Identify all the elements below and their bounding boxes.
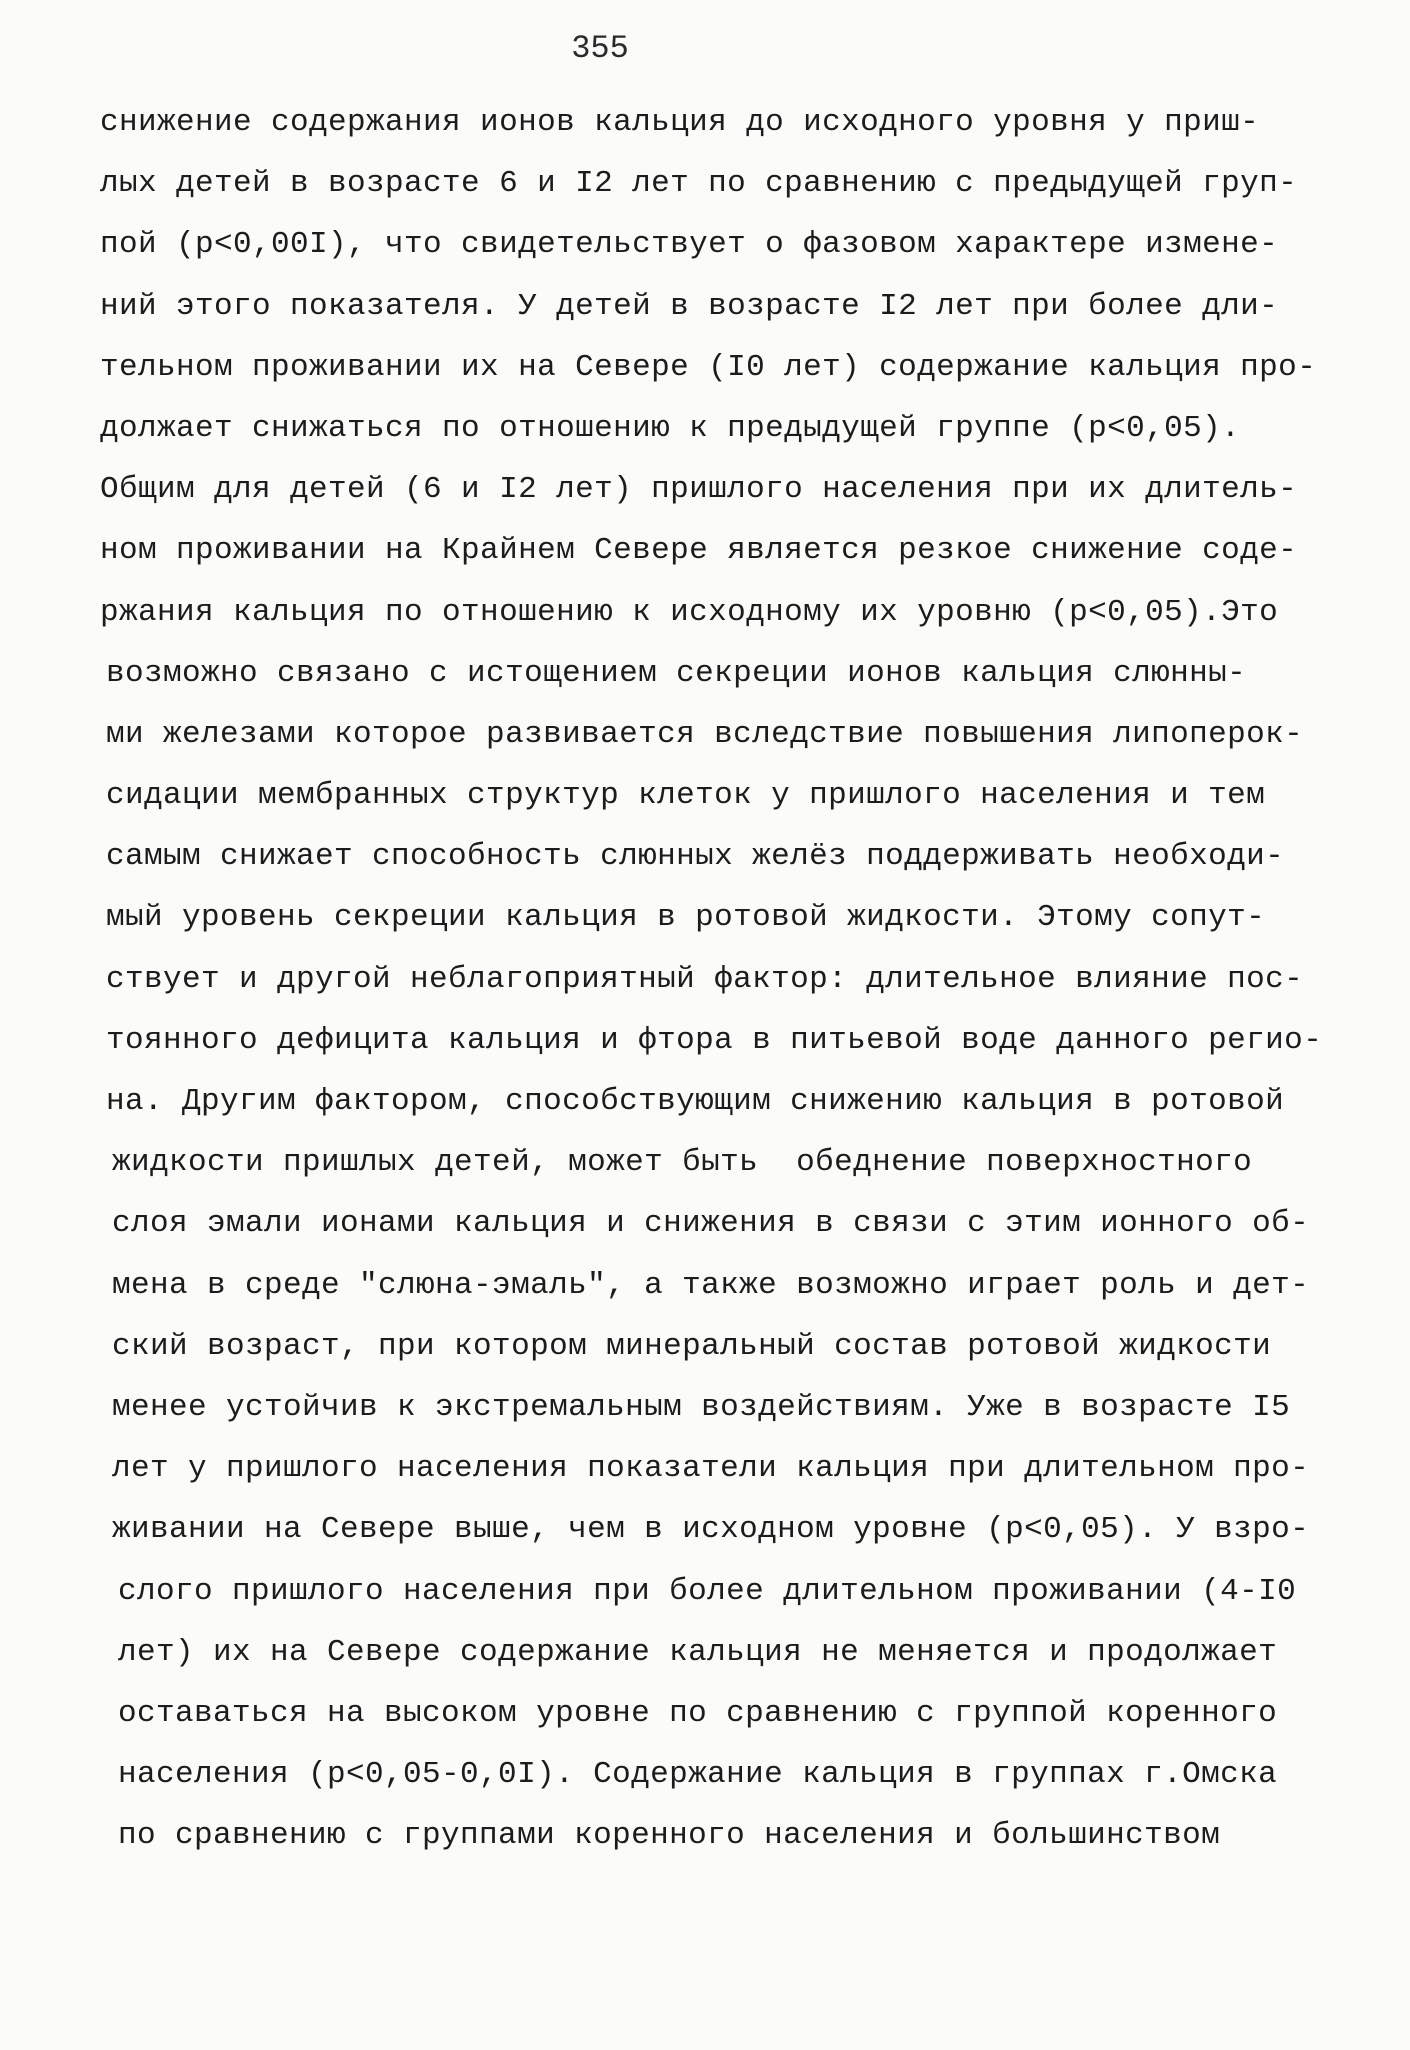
text-line: Общим для детей (6 и I2 лет) пришлого населения при их длитель- bbox=[100, 472, 1298, 508]
text-line: самым снижает способность слюнных желёз поддерживать необходи- bbox=[106, 839, 1285, 875]
text-line: оставаться на высоком уровне по сравнению с группой коренного bbox=[118, 1695, 1278, 1731]
text-line: населения (p<0,05-0,0I). Содержание кальция в группах г.Омска bbox=[118, 1757, 1278, 1793]
text-line: тоянного дефицита кальция и фтора в питьевой воде данного регио- bbox=[106, 1022, 1323, 1058]
text-line: лет у пришлого населения показатели кальция при длительном про- bbox=[112, 1451, 1310, 1487]
text-line: слоя эмали ионами кальция и снижения в связи с этим ионного об- bbox=[112, 1206, 1310, 1242]
body-text bbox=[100, 92, 1330, 1866]
page-number: 355 bbox=[571, 30, 629, 67]
text-line: ствует и другой неблагоприятный фактор: длительное влияние пос- bbox=[106, 961, 1304, 997]
text-line: по сравнению с группами коренного населения и большинством bbox=[118, 1818, 1221, 1854]
text-line: ний этого показателя. У детей в возрасте I2 лет при более дли- bbox=[100, 288, 1279, 324]
text-line: живании на Севере выше, чем в исходном уровне (p<0,05). У взро- bbox=[112, 1512, 1310, 1548]
text-line: ми железами которое развивается вследствие повышения липоперок- bbox=[106, 716, 1304, 752]
text-line: мый уровень секреции кальция в ротовой жидкости. Этому сопут- bbox=[106, 900, 1266, 936]
text-line: лых детей в возрасте 6 и I2 лет по сравнению с предыдущей груп- bbox=[100, 166, 1298, 202]
text-line: лет) их на Севере содержание кальция не меняется и продолжает bbox=[118, 1634, 1278, 1670]
text-line: тельном проживании их на Севере (I0 лет) содержание кальция про- bbox=[100, 349, 1317, 385]
text-line: ном проживании на Крайнем Севере является резкое снижение соде- bbox=[100, 533, 1298, 569]
text-line: ржания кальция по отношению к исходному их уровню (p<0,05).Это bbox=[100, 594, 1279, 630]
text-line: пой (p<0,00I), что свидетельствует о фазовом характере измене- bbox=[100, 227, 1279, 263]
text-line: на. Другим фактором, способствующим снижению кальция в ротовой bbox=[106, 1084, 1285, 1119]
text-line: ский возраст, при котором минеральный состав ротовой жидкости bbox=[112, 1328, 1272, 1364]
text-line: возможно связано с истощением секреции ионов кальция слюнны- bbox=[106, 655, 1247, 691]
text-line: жидкости пришлых детей, может быть обеднение поверхностного bbox=[112, 1145, 1253, 1181]
text-line: менее устойчив к экстремальным воздействиям. Уже в возрасте I5 bbox=[112, 1389, 1291, 1425]
text-line: снижение содержания ионов кальция до исходного уровня у приш- bbox=[100, 105, 1260, 140]
text-line: слого пришлого населения при более длительном проживании (4-I0 bbox=[118, 1573, 1297, 1609]
text-line: должает снижаться по отношению к предыдущей группе (p<0,05). bbox=[100, 410, 1241, 446]
text-line: сидации мембранных структур клеток у пришлого населения и тем bbox=[106, 778, 1266, 814]
text-line: мена в среде "слюна-эмаль", а также возможно играет роль и дет- bbox=[112, 1267, 1310, 1303]
